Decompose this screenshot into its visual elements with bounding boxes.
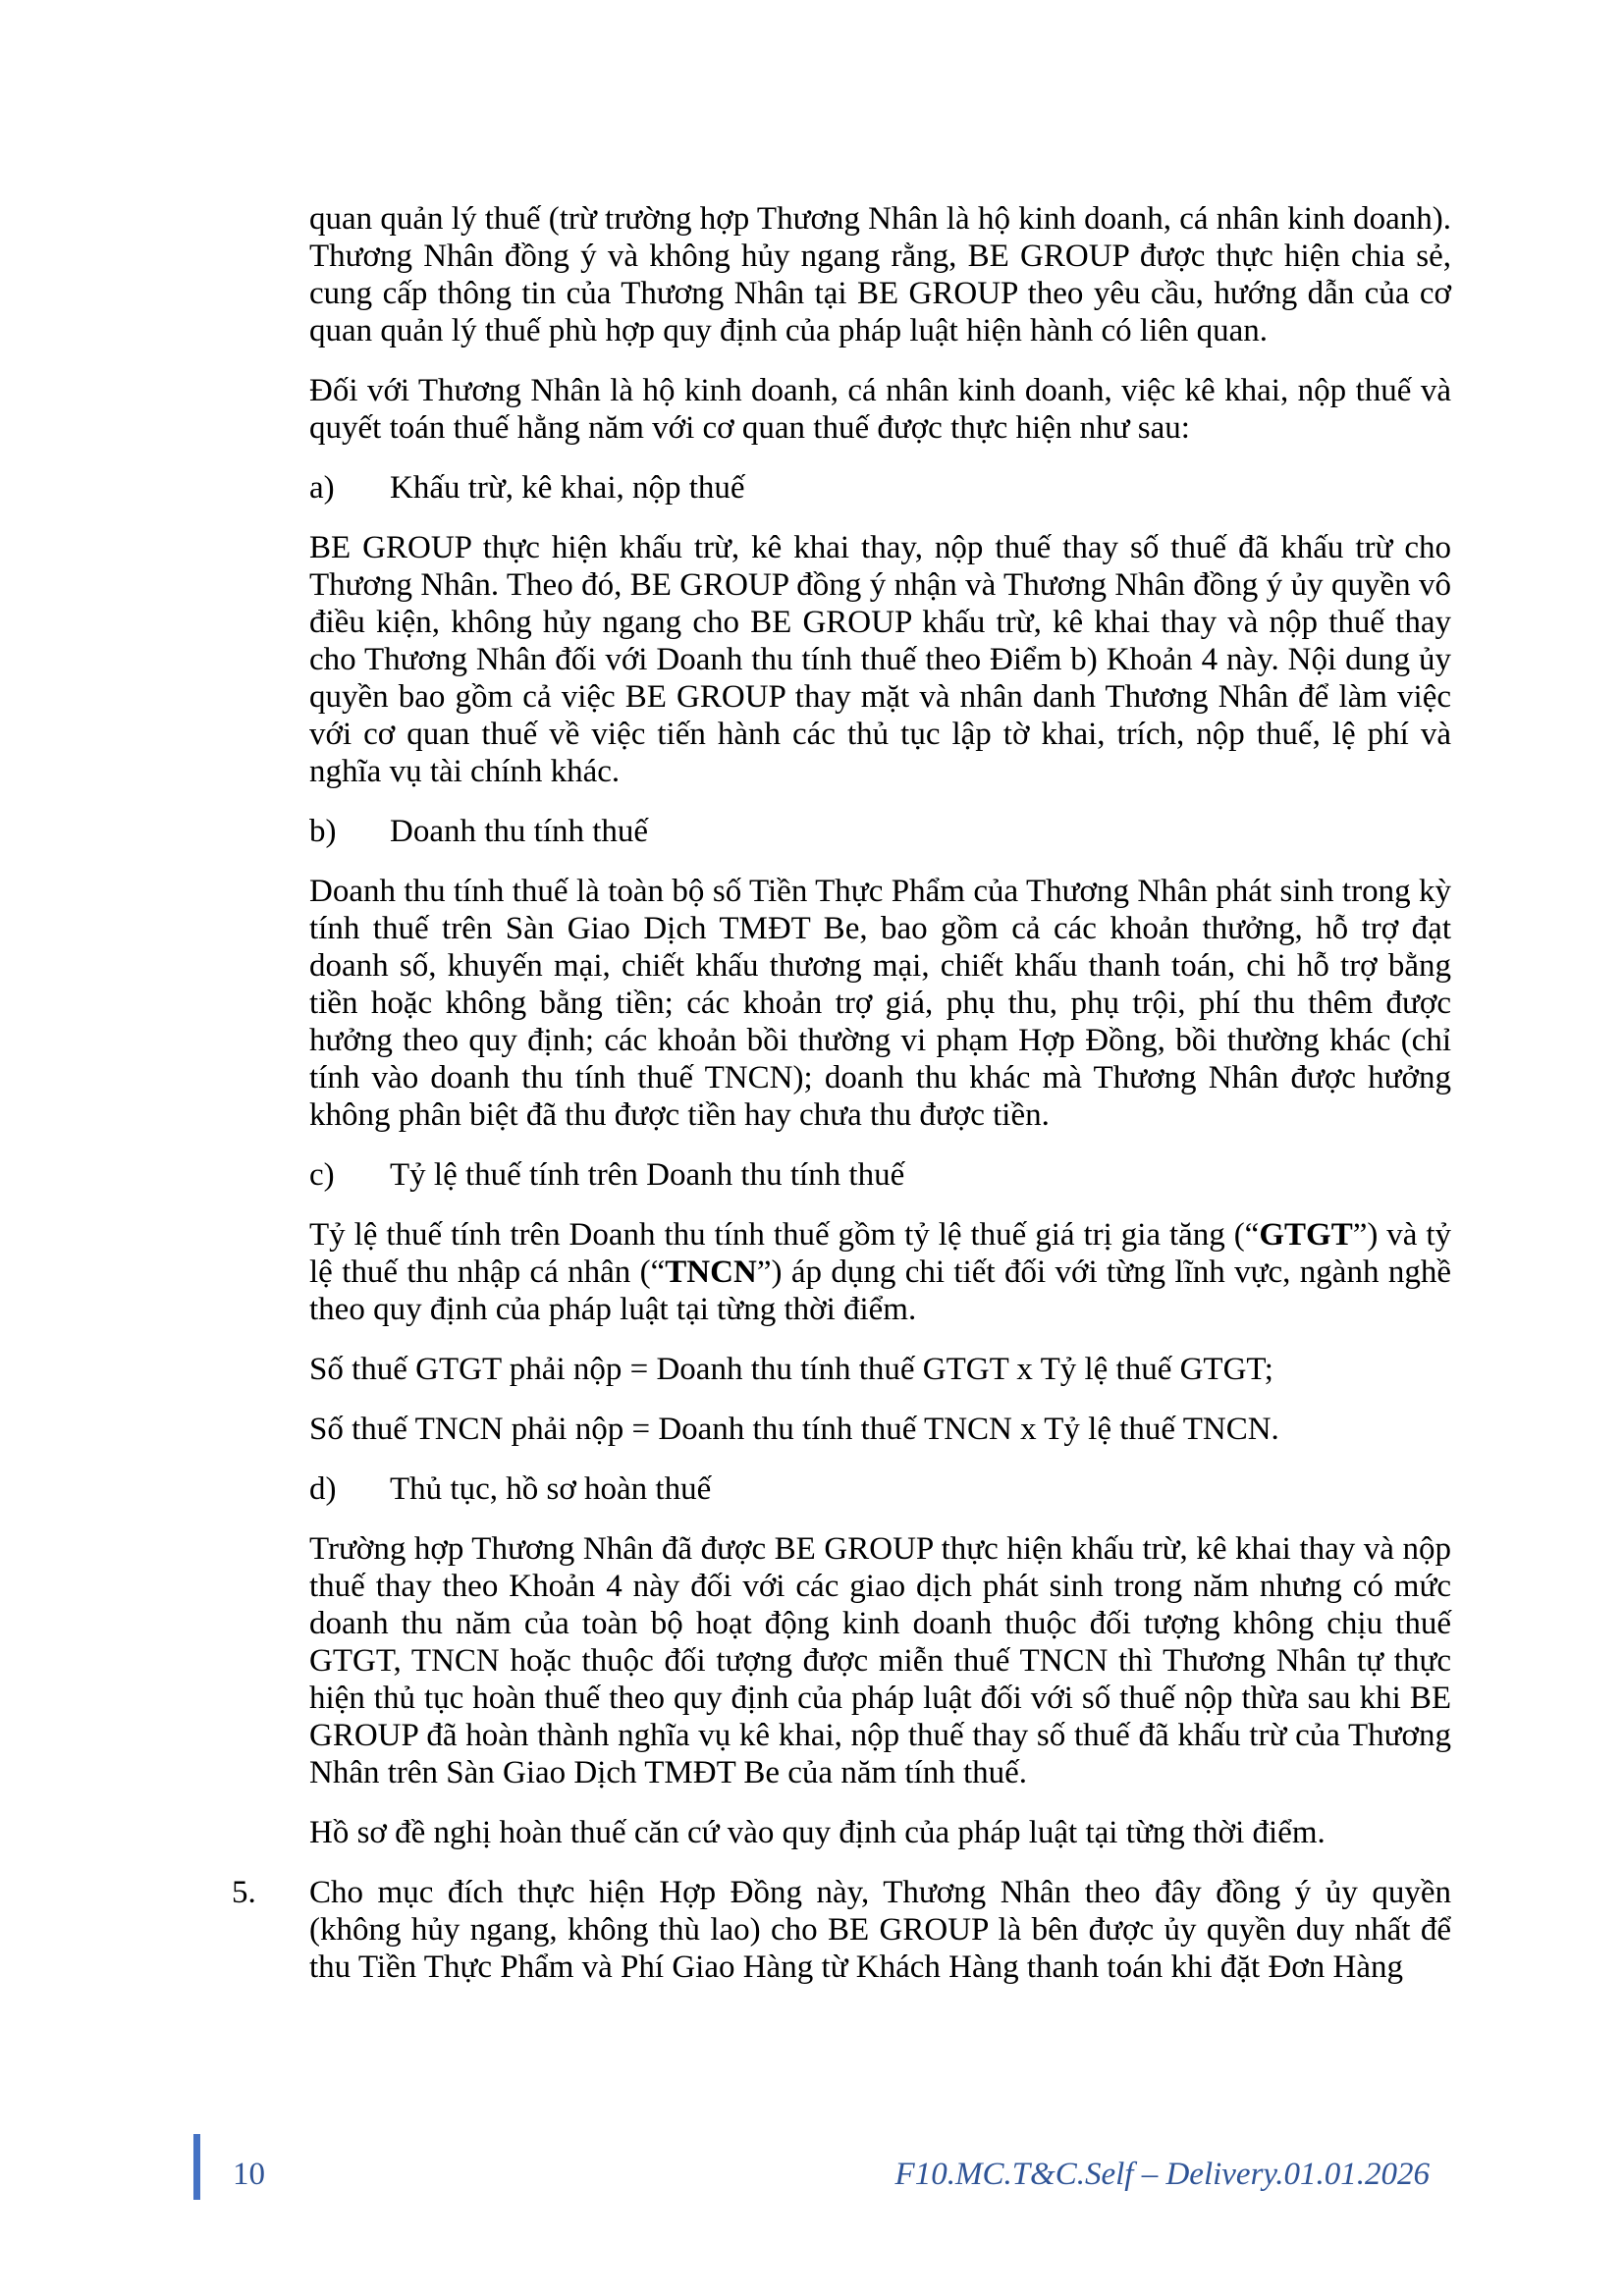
- sub-item-a-body: BE GROUP thực hiện khấu trừ, kê khai thay, nộp thuế thay số thuế đã khấu trừ cho Thương Nhân. Theo đó, BE GROUP đồng ý nhận và Thương Nhân đồng ý ủy quyền vô điều kiện, không hủy ngang cho BE GROUP khấu trừ, kê khai thay và nộp thuế thay cho Thương Nhân đối với Doanh thu tính thuế theo Điểm b) Khoản 4 này. Nội dung ủy quyền bao gồm cả việc BE GROUP thay mặt và nhân danh Thương Nhân để làm việc với cơ quan thuế về việc tiến hành các thủ tục lập tờ khai, trích, nộp thuế, lệ phí và nghĩa vụ tài chính khác.: [309, 530, 1451, 789]
- sub-item-a-marker: a): [309, 470, 335, 506]
- sub-item-c-heading: [309, 1156, 1451, 1194]
- paragraph-continuation: quan quản lý thuế (trừ trường hợp Thương Nhân là hộ kinh doanh, cá nhân kinh doanh). Thương Nhân đồng ý và không hủy ngang rằng, BE GROUP được thực hiện chia sẻ, cung cấp thông tin của Thương Nhân tại BE GROUP theo yêu cầu, hướng dẫn của cơ quan quản lý thuế phù hợp quy định của pháp luật hiện hành có liên quan.: [309, 201, 1452, 348]
- formula-gtgt: Số thuế GTGT phải nộp = Doanh thu tính thuế GTGT x Tỷ lệ thuế GTGT;: [309, 1352, 1273, 1387]
- item-5-text: Cho mục đích thực hiện Hợp Đồng này, Thương Nhân theo đây đồng ý ủy quyền (không hủy ngang, không thù lao) cho BE GROUP là bên được ủy quyền duy nhất để thu Tiền Thực Phẩm và Phí Giao Hàng từ Khách Hàng thanh toán khi đặt Đơn Hàng: [309, 1875, 1451, 1985]
- sub-item-c-body-pre: Tỷ lệ thuế tính trên Doanh thu tính thuế gồm tỷ lệ thuế giá trị gia tăng (“: [309, 1217, 1260, 1253]
- document-reference: F10.MC.T&C.Self – Delivery.01.01.2026: [894, 2157, 1430, 2192]
- page-number: 10: [233, 2157, 265, 2192]
- item-5: [232, 1874, 1451, 1986]
- sub-item-c-body-post: ”) áp dụng chi tiết đối với từng lĩnh vực, ngành nghề theo quy định của pháp luật tại từng thời điểm.: [309, 1255, 1451, 1327]
- term-gtgt: GTGT: [1259, 1217, 1353, 1253]
- sub-item-d-title: Thủ tục, hồ sơ hoàn thuế: [390, 1471, 712, 1507]
- sub-item-c-title: Tỷ lệ thuế tính trên Doanh thu tính thuế: [390, 1157, 905, 1193]
- sub-item-d-heading: [309, 1470, 1451, 1508]
- page-content: [232, 200, 1452, 2008]
- sub-item-d-body2: Hồ sơ đề nghị hoàn thuế căn cứ vào quy định của pháp luật tại từng thời điểm.: [309, 1815, 1326, 1850]
- sub-item-b-heading: [309, 813, 1451, 850]
- sub-item-a-heading: [309, 469, 1451, 507]
- footer-accent-bar: [193, 2134, 200, 2200]
- formula-tncn: Số thuế TNCN phải nộp = Doanh thu tính thuế TNCN x Tỷ lệ thuế TNCN.: [309, 1412, 1279, 1447]
- sub-item-c-body: [309, 1216, 1451, 1328]
- sub-item-b-body: Doanh thu tính thuế là toàn bộ số Tiền Thực Phẩm của Thương Nhân phát sinh trong kỳ tính thuế trên Sàn Giao Dịch TMĐT Be, bao gồm cả các khoản thưởng, hỗ trợ đạt doanh số, khuyến mại, chiết khấu thương mại, chiết khấu thanh toán, chi hỗ trợ bằng tiền hoặc không bằng tiền; các khoản trợ giá, phụ thu, phụ trội, phí thu thêm được hưởng theo quy định; các khoản bồi thường vi phạm Hợp Đồng, bồi thường khác (chỉ tính vào doanh thu tính thuế TNCN); doanh thu khác mà Thương Nhân được hưởng không phân biệt đã thu được tiền hay chưa thu được tiền.: [309, 874, 1451, 1133]
- paragraph-intro: Đối với Thương Nhân là hộ kinh doanh, cá nhân kinh doanh, việc kê khai, nộp thuế và quyết toán thuế hằng năm với cơ quan thuế được thực hiện như sau:: [309, 373, 1451, 446]
- sub-item-b-marker: b): [309, 814, 337, 849]
- term-tncn: TNCN: [665, 1255, 757, 1290]
- sub-item-d-marker: d): [309, 1471, 337, 1507]
- sub-item-b-title: Doanh thu tính thuế: [390, 814, 649, 849]
- sub-item-d-body: Trường hợp Thương Nhân đã được BE GROUP thực hiện khấu trừ, kê khai thay và nộp thuế thay theo Khoản 4 này đối với các giao dịch phát sinh trong năm nhưng có mức doanh thu năm của toàn bộ hoạt động kinh doanh thuộc đối tượng không chịu thuế GTGT, TNCN hoặc thuộc đối tượng được miễn thuế TNCN thì Thương Nhân tự thực hiện thủ tục hoàn thuế theo quy định của pháp luật đối với số thuế nộp thừa sau khi BE GROUP đã hoàn thành nghĩa vụ kê khai, nộp thuế thay số thuế đã khấu trừ của Thương Nhân trên Sàn Giao Dịch TMĐT Be của năm tính thuế.: [309, 1531, 1451, 1790]
- sub-item-a-title: Khấu trừ, kê khai, nộp thuế: [390, 470, 745, 506]
- item-5-marker: 5.: [232, 1875, 256, 1910]
- sub-item-c-marker: c): [309, 1157, 335, 1193]
- sub-item-c-body-mid: ”) và tỷ lệ thuế thu nhập cá nhân (“: [309, 1217, 1452, 1290]
